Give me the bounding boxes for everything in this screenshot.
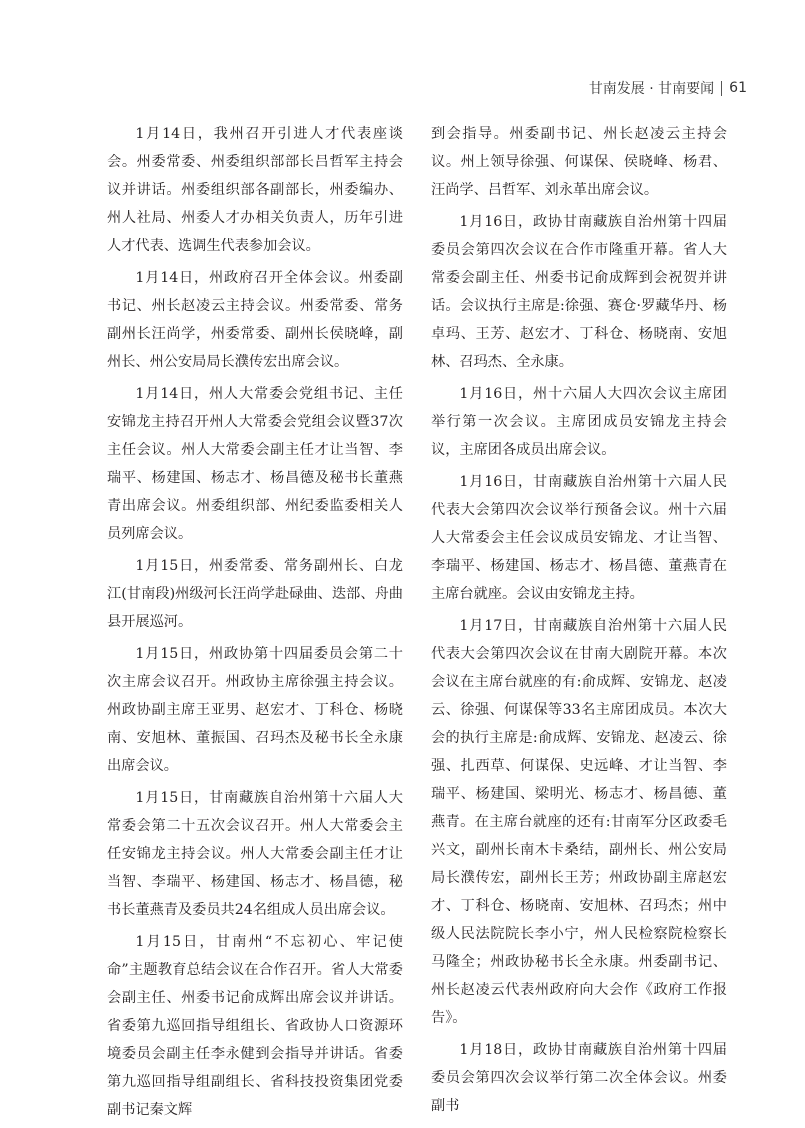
news-paragraph: 1月14日，我州召开引进人才代表座谈会。州委常委、州委组织部部长吕哲军主持会议并讲话。州委组织部各副部长，州委编办、州人社局、州委人才办相关负责人，历年引进人才代表、选调生代表参加会议。 [107,126,403,254]
running-header [589,78,747,98]
left-column [107,120,403,1128]
news-paragraph: 1月14日，州政府召开全体会议。州委副书记、州长赵凌云主持会议。州委常委、常务副州长汪尚学，州委常委、副州长侯晓峰，副州长、州公安局局长濮传宏出席会议。 [107,270,403,370]
news-paragraph: 1月16日，政协甘南藏族自治州第十四届委员会第四次会议在合作市隆重开幕。省人大常委会副主任、州委书记俞成辉到会祝贺并讲话。会议执行主席是:徐强、赛仓·罗藏华丹、杨卓玛、王芳、赵宏才、丁科仓、杨晓南、安旭林、召玛杰、全永康。 [431,214,727,370]
right-column [431,120,727,1124]
section-title: 甘南发展 · 甘南要闻 [588,81,715,97]
news-paragraph: 1月15日，甘南州“不忘初心、牢记使命”主题教育总结会议在合作召开。省人大常委会副主任、州委书记俞成辉出席会议并讲话。省委第九巡回指导组组长、省政协人口资源环境委员会副主任李永健到会指导并讲话。省委第九巡回指导组副组长、省科技投资集团党委副书记秦文辉 [107,934,403,1118]
continued-paragraph: 到会指导。州委副书记、州长赵凌云主持会议。州上领导徐强、何谋保、侯晓峰、杨君、汪尚学、吕哲军、刘永革出席会议。 [431,126,727,198]
news-paragraph: 1月16日，甘南藏族自治州第十六届人民代表大会第四次会议举行预备会议。州十六届人大常委会主任会议成员安锦龙、才让当智、李瑞平、杨建国、杨志才、杨昌德、董燕青在主席台就座。会议由安锦龙主持。 [431,474,727,602]
news-paragraph: 1月16日，州十六届人大四次会议主席团举行第一次会议。主席团成员安锦龙主持会议，主席团各成员出席会议。 [431,386,727,458]
news-paragraph: 1月15日，甘南藏族自治州第十六届人大常委会第二十五次会议召开。州人大常委会主任安锦龙主持会议。州人大常委会副主任才让当智、李瑞平、杨建国、杨志才、杨昌德，秘书长董燕青及委员共24名组成人员出席会议。 [107,790,403,918]
news-paragraph: 1月18日，政协甘南藏族自治州第十四届委员会第四次会议举行第二次全体会议。州委副书 [431,1042,727,1114]
news-paragraph: 1月14日，州人大常委会党组书记、主任安锦龙主持召开州人大常委会党组会议暨37次主任会议。州人大常委会副主任才让当智、李瑞平、杨建国、杨志才、杨昌德及秘书长董燕青出席会议。州委组织部、州纪委监委相关人员列席会议。 [107,386,403,542]
news-paragraph: 1月15日，州政协第十四届委员会第二十次主席会议召开。州政协主席徐强主持会议。州政协副主席王亚男、赵宏才、丁科仓、杨晓南、安旭林、董振国、召玛杰及秘书长全永康出席会议。 [107,646,403,774]
page-number: 61 [729,80,747,96]
news-paragraph: 1月15日，州委常委、常务副州长、白龙江(甘南段)州级河长汪尚学赴碌曲、迭部、舟曲县开展巡河。 [107,558,403,630]
news-paragraph: 1月17日，甘南藏族自治州第十六届人民代表大会第四次会议在甘南大剧院开幕。本次会议在主席台就座的有:俞成辉、安锦龙、赵凌云、徐强、何谋保等33名主席团成员。本次大会的执行主席是:俞成辉、安锦龙、赵凌云、徐强、扎西草、何谋保、史远峰、才让当智、李瑞平、杨建国、梁明光、杨志才、杨昌德、董燕青。在主席台就座的还有:甘南军分区政委毛兴文，副州长南木卡桑结，副州长、州公安局局长濮传宏，副州长王芳；州政协副主席赵宏才、丁科仓、杨晓南、安旭林、召玛杰；州中级人民法院院长李小宁，州人民检察院检察长马隆全；州政协秘书长全永康。州委副书记、州长赵凌云代表州政府向大会作《政府工作报告》。 [431,618,727,1026]
header-divider [721,81,722,96]
